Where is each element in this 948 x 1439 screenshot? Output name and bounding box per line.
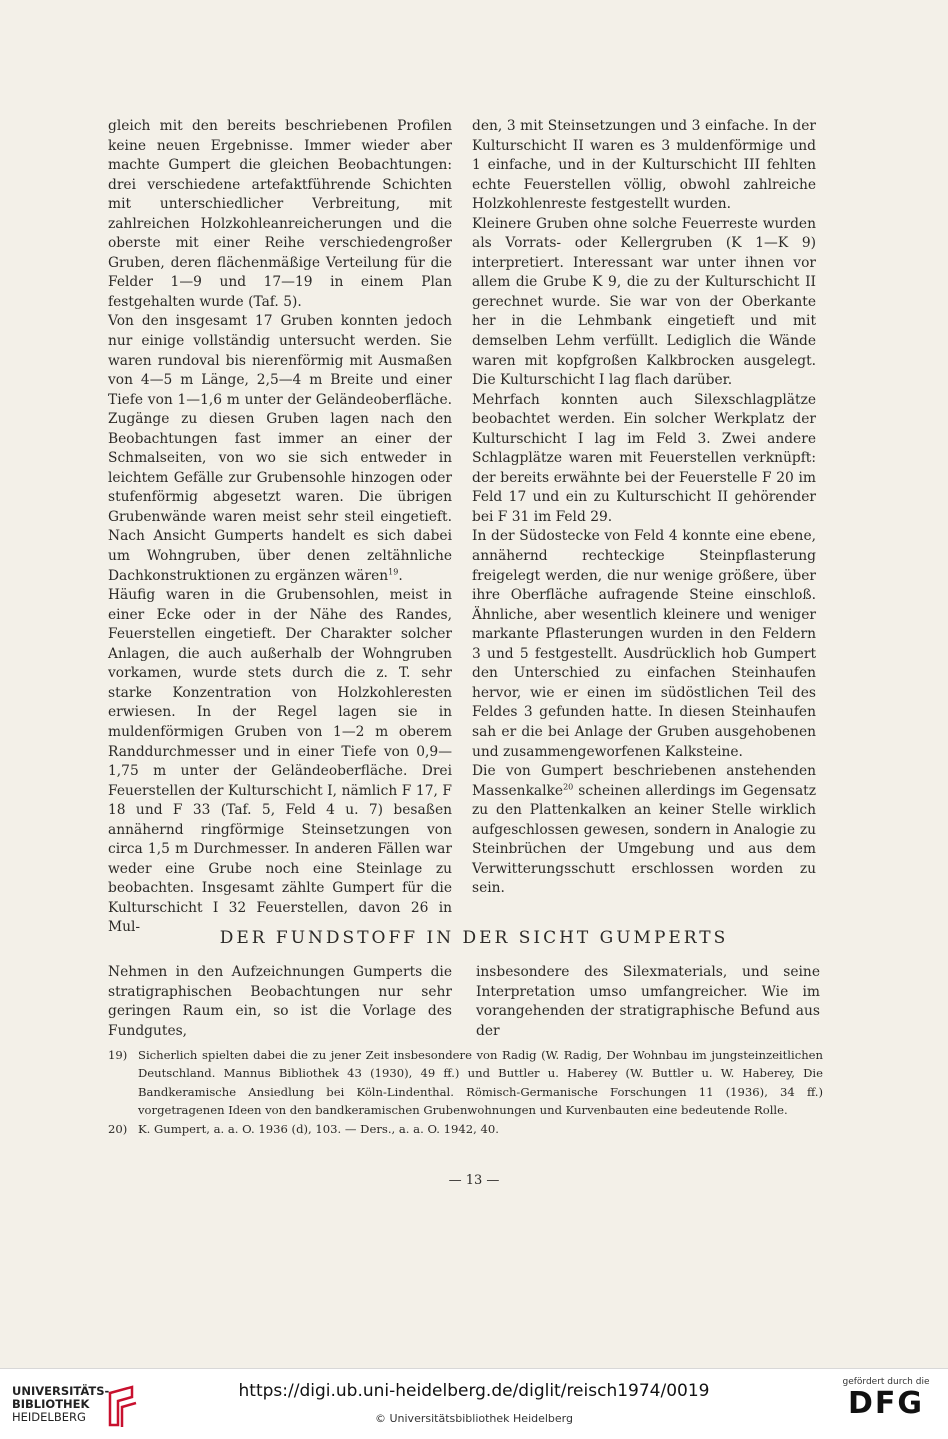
funding-notice[interactable] [836,1377,936,1421]
funding-label: gefördert durch die [842,1377,930,1387]
footnote-20 [108,1120,823,1138]
paragraph: insbesondere des Silexmaterials, und seine Interpretation umso umfangreicher. Wie im vorangehenden der stratigraphische Befund aus der [476,964,820,1039]
left-column [108,117,452,938]
paragraph [108,312,452,586]
paragraph: gleich mit den bereits beschriebenen Profilen keine neuen Ergebnisse. Immer wieder aber machte Gumpert die gleichen Beobachtungen: drei verschiedene artefaktführende Schichten mit unterschiedlicher Verbreitung, mit zahlreichen Holzkohleanreicherungen und die oberste mit einer Reihe verschiedengroßer Gruben, deren flächenmäßige Verteilung für die Felder 1—9 und 17—19 in einem Plan festgehalten wurde (Taf. 5). [108,118,452,310]
section-heading: DER FUNDSTOFF IN DER SICHT GUMPERTS [219,928,729,948]
paragraph-text: Von den insgesamt 17 Gruben konnten jedoch nur einige vollständig untersucht werden. Sie waren rundoval bis nierenförmig mit Ausmaßen von 4—5 m Länge, 2,5—4 m Breite und einer Tiefe von 1—1,6 m unter der Geländeoberfläche. Zugänge zu diesen Gruben lagen nach den Beobachtungen fast immer an einer der Schmalseiten, von wo sie sich entweder in leichtem Gefälle zur Grubensohle hinzogen oder stufenförmig abgesetzt waren. Die übrigen Grubenwände waren meist sehr steil eingetieft. Nach Ansicht Gumperts handelt es sich dabei um Wohngruben, über denen zeltähnliche Dachkonstruktionen zu ergänzen wären [108,313,452,584]
footnote-text: K. Gumpert, a. a. O. 1936 (d), 103. — Ders., a. a. O. 1942, 40. [138,1121,499,1136]
footnote-number: 19) [108,1048,128,1062]
bottom-right-column [476,963,820,1041]
paragraph: Kleinere Gruben ohne solche Feuerreste wurden als Vorrats- oder Kellergruben (K 1—K 9) interpretiert. Interessant war unter ihnen vor allem die Grube K 9, die zu der Kulturschicht II gerechnet wurde. Sie war von der Oberkante her in die Lehmbank eingetieft und mit demselben Lehm verfüllt. Lediglich die Wände waren mit kopfgroßen Kalkbrocken ausgelegt. Die Kulturschicht I lag flach darüber. [472,215,816,389]
footnote-ref[interactable]: 20 [563,782,574,791]
paragraph-text: Die von Gumpert beschriebenen anstehenden Massenkalke [472,763,816,799]
permalink-url[interactable]: https://digi.ub.uni-heidelberg.de/diglit/reisch1974/0019 [238,1381,710,1401]
paragraph [472,762,816,899]
copyright-text: © Universitätsbibliothek Heidelberg [374,1412,573,1425]
paragraph: den, 3 mit Steinsetzungen und 3 einfache. In der Kulturschicht II waren es 3 muldenförmige und 1 einfache, und in der Kulturschicht III fehlten echte Feuerstellen völlig, obwohl zahlreiche Holzkohlenreste festgestellt wurden. [472,118,816,213]
bottom-left-column [108,963,452,1041]
period: . [398,567,403,584]
library-line: HEIDELBERG [12,1410,86,1424]
footnote-ref[interactable]: 19 [388,566,399,576]
library-line: UNIVERSITÄTS- [12,1384,110,1398]
paragraph: Mehrfach konnten auch Silexschlagplätze beobachtet werden. Ein solcher Werkplatz der Kulturschicht I lag im Feld 3. Zwei andere Schlagplätze waren mit Feuerstellen verknüpft: der bereits erwähnte bei der Feuerstelle F 20 im Feld 17 und ein zu Kulturschicht II gehörender bei F 31 im Feld 29. [472,391,816,525]
dfg-logo: DFG [847,1386,925,1421]
library-line: BIBLIOTHEK [12,1397,90,1411]
paragraph: Nehmen in den Aufzeichnungen Gumperts die stratigraphischen Beobachtungen nur sehr geringen Raum ein, so ist die Vorlage des Fundgutes, [108,964,452,1039]
paragraph: Häufig waren in die Grubensohlen, meist in einer Ecke oder in der Nähe des Randes, Feuerstellen eingetieft. Der Charakter solcher Anlagen, die auch außerhalb der Wohngruben vorkamen, wurde stets durch die z. T. sehr starke Konzentration von Holzkohleresten erwiesen. In der Regel lagen sie in muldenförmigen Gruben von 1—2 m oberem Randdurchmesser und in einer Tiefe von 0,9—1,75 m unter der Geländeoberfläche. Drei Feuerstellen der Kulturschicht I, nämlich F 17, F 18 und F 33 (Taf. 5, Feld 4 u. 7) besaßen annähernd ringförmige Steinsetzungen von circa 1,5 m Durchmesser. In anderen Fällen war weder eine Grube noch eine Steinlage zu beobachten. Insgesamt zählte Gumpert für die Kulturschicht I 32 Feuerstellen, davon 26 in Mul- [108,587,452,936]
right-column [472,117,816,899]
footnote-number: 20) [108,1121,128,1136]
page-number: — 13 — [448,1173,500,1188]
paragraph: In der Südostecke von Feld 4 konnte eine ebene, annähernd rechteckige Steinpflasterung freigelegt werden, die nur wenige größere, über ihre Oberfläche aufragende Steine einschloß. Ähnliche, aber wesentlich kleinere und weniger markante Pflasterungen wurden in den Feldern 3 und 5 festgestellt. Ausdrücklich hob Gumpert den Unterschied zu einfachen Steinhaufen hervor, wie er einen im südöstlichen Teil des Feldes 3 gefunden hatte. In diesen Steinhaufen sah er die bei Anlage der Gruben ausgehobenen und zusammengeworfenen Kalksteine. [472,528,816,760]
footnote-text: Sicherlich spielten dabei die zu jener Zeit insbesondere von Radig (W. Radig, Der Wohnbau im jungsteinzeitlichen Deutschland. Mannus Bibliothek 43 (1930), 49 ff.) und Buttler u. Haberey (W. Buttler u. W. Haberey, Die Bandkeramische Ansiedlung bei Köln-Lindenthal. Römisch-Germanische Forschungen 11 (1936), 34 ff.) vorgetragenen Ideen von den bandkeramischen Grubenwohnungen und Kurvenbauten eine bedeutende Rolle. [138,1048,823,1118]
footnotes [108,1046,823,1138]
paragraph-text: scheinen allerdings im Gegensatz zu den Plattenkalken an keiner Stelle wirklich aufgeschlossen gewesen, sondern in Analogie zu Steinbrüchen der Umgebung und aus dem Verwitterungsschutt erschlossen worden zu sein. [472,782,816,897]
viewer-footer [0,1368,948,1439]
footnote-19 [108,1046,823,1120]
